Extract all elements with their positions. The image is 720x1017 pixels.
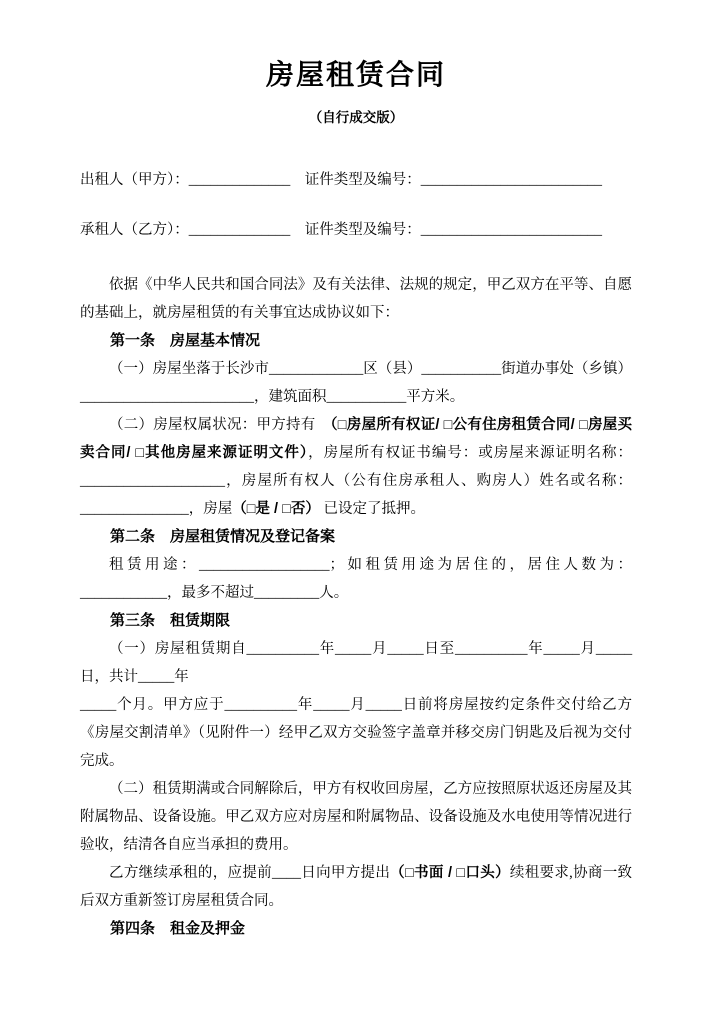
blank-field: __________ <box>454 641 528 657</box>
text-run: 个月。甲方应于 <box>116 697 225 713</box>
blank-field: _______________ <box>80 501 189 517</box>
section-heading <box>80 523 632 551</box>
text-run: 依据《中华人民共和国合同法》及有关法律、法规的规定，甲乙双方在平等、自愿的基础上，就房屋租赁的有关事宜达成协议如下： <box>80 277 632 321</box>
blank-field: _____ <box>80 697 117 713</box>
document-title: 房屋租赁合同 <box>265 60 446 91</box>
text-run: 月 <box>349 697 366 713</box>
emphasis-text: 第三条 租赁期限 <box>110 612 231 629</box>
blank-field: _____ <box>543 641 580 657</box>
section-heading <box>80 327 632 355</box>
contract-paragraph <box>80 859 632 915</box>
text-run: 年 <box>318 641 336 657</box>
blank-field: __________ <box>224 697 297 713</box>
text-run: ，房屋所有权人（公有住房承租人、购房人）姓名或名称： <box>225 473 632 489</box>
contract-body <box>80 271 632 943</box>
blank-field: _________________________ <box>420 172 602 188</box>
text-run: 日至 <box>423 641 455 657</box>
blank-field: _____ <box>138 669 175 685</box>
blank-field: _____________ <box>268 361 364 377</box>
text-run: 出租人（甲方）： <box>80 172 189 188</box>
blank-field: ____ <box>271 865 301 881</box>
blank-field: _________ <box>254 585 320 601</box>
contract-paragraph <box>80 691 632 775</box>
text-run: 证件类型及编号： <box>304 222 421 238</box>
text-run: 日前将房屋按约定条件交付给乙方《房屋交割清单》（见附件一）经甲乙双方交验签字盖章并移交房门钥匙及后视为交付完成。 <box>80 697 633 769</box>
emphasis-text: 第一条 房屋基本情况 <box>110 332 261 349</box>
blank-field: __________ <box>246 641 319 657</box>
text-run: ，房屋所有权证书编号：或房屋来源证明名称： <box>308 445 632 461</box>
text-run: （二）租赁期满或合同解除后，甲方有权收回房屋，乙方应按照原状返还房屋及其附属物品、设备设施。甲乙双方应对房屋和附属物品、设备设施及水电使用等情况进行验收，结清各自应当承担的费用。 <box>80 781 632 853</box>
party-row <box>80 220 632 241</box>
checkbox-options: （□房屋所有权证/ □公有住房租赁合同/ □房屋买卖合同/ □其他房屋来源证明文件） <box>80 417 632 461</box>
contract-paragraph <box>80 271 632 327</box>
blank-field: _____ <box>365 697 402 713</box>
checkbox-options: （□书面 / □口头） <box>390 865 510 881</box>
blank-field: ________________________ <box>80 389 254 405</box>
text-run: ，房屋 <box>188 501 233 517</box>
emphasis-text: 第四条 租金及押金 <box>110 920 246 937</box>
blank-field: _________________________ <box>420 222 602 238</box>
blank-field: ___________ <box>421 361 502 377</box>
text-run: 月 <box>579 641 596 657</box>
text-run: 年 <box>527 641 544 657</box>
blank-field: _____ <box>335 641 372 657</box>
contract-paragraph <box>80 635 632 691</box>
blank-field: ______________ <box>188 222 291 238</box>
blank-field: ___________ <box>326 389 407 405</box>
section-heading <box>80 915 632 943</box>
text-run: 年 <box>174 669 189 685</box>
blank-field: _____ <box>313 697 350 713</box>
text-run: （二）房屋权属状况：甲方持有 <box>109 417 331 433</box>
text-run: 区（县） <box>363 361 422 377</box>
emphasis-text: 第二条 房屋租赁情况及登记备案 <box>110 528 336 545</box>
text-run: 街道办事处（乡镇） <box>501 361 633 377</box>
text-run: （一）房屋坐落于长沙市 <box>109 361 269 377</box>
contract-paragraph <box>80 411 632 523</box>
text-run: ；如租赁用途为居住的，居住人数为： <box>329 557 632 573</box>
text-run: ，最多不超过 <box>167 585 254 601</box>
party-row <box>80 170 632 191</box>
contract-paragraph <box>80 551 632 607</box>
text-run: 年 <box>297 697 314 713</box>
contract-paragraph <box>80 775 632 859</box>
blank-field: ____________________ <box>80 473 225 489</box>
section-heading <box>80 607 632 635</box>
text-run <box>290 172 305 188</box>
text-run: 平方米。 <box>406 389 465 405</box>
text-run: 月 <box>371 641 388 657</box>
text-run: 承租人（乙方）： <box>80 222 189 238</box>
blank-field: ____________ <box>80 585 167 601</box>
blank-field: __________________ <box>199 557 330 573</box>
text-run: 人。 <box>319 585 349 601</box>
blank-field: ______________ <box>188 172 291 188</box>
text-run: 已设定了抵押。 <box>319 501 425 517</box>
party-rows <box>80 170 632 241</box>
text-run: 日，共计 <box>80 669 138 685</box>
text-run: 续租要求,协商一致后双方重新签订房屋租赁合同。 <box>80 865 633 909</box>
text-run: （一）房屋租赁期自 <box>109 641 247 657</box>
text-run: 乙方继续承租的，应提前 <box>109 865 272 881</box>
text-run <box>290 222 305 238</box>
text-run: ，建筑面积 <box>254 389 327 405</box>
contract-paragraph <box>80 355 632 411</box>
blank-field: _____ <box>595 641 633 657</box>
text-run: 日向甲方提出 <box>300 865 391 881</box>
checkbox-options: （□是 / □否） <box>232 501 320 517</box>
text-run: 租赁用途： <box>109 557 199 573</box>
document-subtitle: （自行成交版） <box>308 110 404 125</box>
blank-field: _____ <box>387 641 424 657</box>
text-run: 证件类型及编号： <box>304 172 421 188</box>
